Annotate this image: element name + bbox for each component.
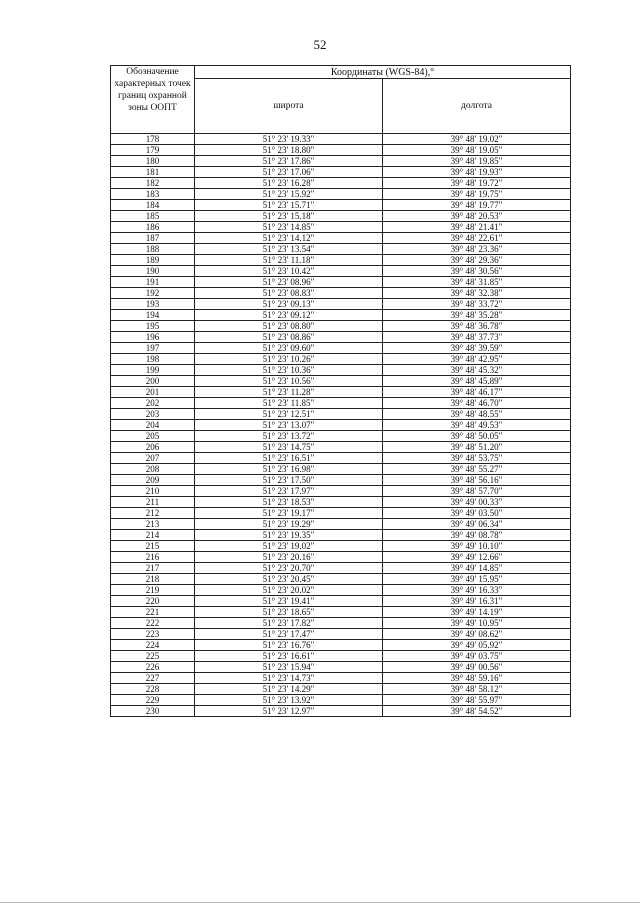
longitude-cell: 39° 48' 31.85" (383, 277, 571, 288)
longitude-cell: 39° 49' 15.95" (383, 574, 571, 585)
point-id-cell: 219 (111, 585, 195, 596)
table-row (111, 640, 571, 651)
point-id-cell: 193 (111, 299, 195, 310)
table-row (111, 134, 571, 145)
point-id-cell: 220 (111, 596, 195, 607)
longitude-cell: 39° 48' 55.97" (383, 695, 571, 706)
table-row (111, 343, 571, 354)
table-row (111, 365, 571, 376)
latitude-cell: 51° 23' 08.96" (195, 277, 383, 288)
table-body (111, 134, 571, 717)
latitude-cell: 51° 23' 12.97" (195, 706, 383, 717)
table-row (111, 222, 571, 233)
point-id-cell: 225 (111, 651, 195, 662)
latitude-cell: 51° 23' 13.92" (195, 695, 383, 706)
point-id-cell: 182 (111, 178, 195, 189)
latitude-header: широта (195, 79, 383, 134)
latitude-cell: 51° 23' 15.94" (195, 662, 383, 673)
point-id-cell: 178 (111, 134, 195, 145)
latitude-cell: 51° 23' 20.16" (195, 552, 383, 563)
point-id-cell: 190 (111, 266, 195, 277)
latitude-cell: 51° 23' 18.65" (195, 607, 383, 618)
longitude-cell: 39° 48' 49.53" (383, 420, 571, 431)
point-id-cell: 224 (111, 640, 195, 651)
latitude-cell: 51° 23' 13.72" (195, 431, 383, 442)
point-id-cell: 213 (111, 519, 195, 530)
latitude-cell: 51° 23' 16.61" (195, 651, 383, 662)
longitude-cell: 39° 49' 12.66" (383, 552, 571, 563)
latitude-cell: 51° 23' 16.76" (195, 640, 383, 651)
table-row (111, 618, 571, 629)
point-id-cell: 217 (111, 563, 195, 574)
longitude-cell: 39° 49' 06.34" (383, 519, 571, 530)
longitude-cell: 39° 48' 19.77" (383, 200, 571, 211)
point-id-cell: 195 (111, 321, 195, 332)
latitude-cell: 51° 23' 11.18" (195, 255, 383, 266)
table-row (111, 706, 571, 717)
longitude-header: долгота (383, 79, 571, 134)
latitude-cell: 51° 23' 10.56" (195, 376, 383, 387)
table-row (111, 585, 571, 596)
longitude-cell: 39° 48' 37.73" (383, 332, 571, 343)
latitude-cell: 51° 23' 08.80" (195, 321, 383, 332)
table-row (111, 178, 571, 189)
longitude-cell: 39° 48' 46.70" (383, 398, 571, 409)
point-id-cell: 223 (111, 629, 195, 640)
point-designation-header: Обозначение характерных точек границ охранной зоны ООПТ (111, 66, 195, 134)
longitude-cell: 39° 49' 14.19" (383, 607, 571, 618)
point-id-cell: 194 (111, 310, 195, 321)
table-row (111, 156, 571, 167)
point-id-cell: 211 (111, 497, 195, 508)
point-id-cell: 227 (111, 673, 195, 684)
latitude-cell: 51° 23' 15.18" (195, 211, 383, 222)
latitude-cell: 51° 23' 20.02" (195, 585, 383, 596)
longitude-cell: 39° 48' 50.05" (383, 431, 571, 442)
longitude-cell: 39° 48' 19.75" (383, 189, 571, 200)
point-id-cell: 230 (111, 706, 195, 717)
longitude-cell: 39° 48' 53.75" (383, 453, 571, 464)
point-id-cell: 228 (111, 684, 195, 695)
table-row (111, 519, 571, 530)
point-id-cell: 200 (111, 376, 195, 387)
table-row (111, 508, 571, 519)
longitude-cell: 39° 48' 21.41" (383, 222, 571, 233)
latitude-cell: 51° 23' 11.85" (195, 398, 383, 409)
page-bottom-edge (0, 902, 640, 903)
table-row (111, 310, 571, 321)
point-id-cell: 181 (111, 167, 195, 178)
table-row (111, 277, 571, 288)
longitude-cell: 39° 48' 39.59" (383, 343, 571, 354)
latitude-cell: 51° 23' 19.29" (195, 519, 383, 530)
table-row (111, 354, 571, 365)
table-row (111, 200, 571, 211)
table-row (111, 376, 571, 387)
latitude-cell: 51° 23' 17.47" (195, 629, 383, 640)
latitude-cell: 51° 23' 13.54" (195, 244, 383, 255)
longitude-cell: 39° 48' 22.61" (383, 233, 571, 244)
longitude-cell: 39° 49' 08.62" (383, 629, 571, 640)
point-id-cell: 209 (111, 475, 195, 486)
longitude-cell: 39° 49' 00.56" (383, 662, 571, 673)
longitude-cell: 39° 49' 16.33" (383, 585, 571, 596)
table-row (111, 211, 571, 222)
table-row (111, 651, 571, 662)
coordinates-header: Координаты (WGS-84),° (195, 66, 571, 79)
latitude-cell: 51° 23' 09.12" (195, 310, 383, 321)
point-id-cell: 201 (111, 387, 195, 398)
latitude-cell: 51° 23' 08.86" (195, 332, 383, 343)
point-id-cell: 187 (111, 233, 195, 244)
table-row (111, 145, 571, 156)
point-id-cell: 196 (111, 332, 195, 343)
page-number: 52 (313, 37, 327, 52)
latitude-cell: 51° 23' 17.97" (195, 486, 383, 497)
latitude-cell: 51° 23' 14.85" (195, 222, 383, 233)
latitude-cell: 51° 23' 14.73" (195, 673, 383, 684)
longitude-cell: 39° 49' 05.92" (383, 640, 571, 651)
longitude-cell: 39° 48' 54.52" (383, 706, 571, 717)
longitude-cell: 39° 48' 19.93" (383, 167, 571, 178)
latitude-cell: 51° 23' 14.29" (195, 684, 383, 695)
latitude-cell: 51° 23' 17.50" (195, 475, 383, 486)
table-row (111, 574, 571, 585)
point-id-cell: 189 (111, 255, 195, 266)
table-row (111, 332, 571, 343)
longitude-cell: 39° 48' 48.55" (383, 409, 571, 420)
latitude-cell: 51° 23' 18.53" (195, 497, 383, 508)
point-id-cell: 214 (111, 530, 195, 541)
point-id-cell: 206 (111, 442, 195, 453)
longitude-cell: 39° 48' 30.56" (383, 266, 571, 277)
point-id-cell: 183 (111, 189, 195, 200)
point-id-cell: 210 (111, 486, 195, 497)
table-row (111, 453, 571, 464)
table-row (111, 475, 571, 486)
longitude-cell: 39° 48' 58.12" (383, 684, 571, 695)
table-row (111, 486, 571, 497)
table-row (111, 684, 571, 695)
latitude-cell: 51° 23' 17.06" (195, 167, 383, 178)
longitude-cell: 39° 48' 20.53" (383, 211, 571, 222)
latitude-cell: 51° 23' 17.82" (195, 618, 383, 629)
longitude-cell: 39° 48' 56.16" (383, 475, 571, 486)
point-id-cell: 207 (111, 453, 195, 464)
point-id-cell: 203 (111, 409, 195, 420)
table-row (111, 398, 571, 409)
latitude-cell: 51° 23' 15.71" (195, 200, 383, 211)
longitude-cell: 39° 48' 55.27" (383, 464, 571, 475)
table-row (111, 673, 571, 684)
longitude-cell: 39° 48' 51.20" (383, 442, 571, 453)
latitude-cell: 51° 23' 11.28" (195, 387, 383, 398)
longitude-cell: 39° 48' 35.28" (383, 310, 571, 321)
latitude-cell: 51° 23' 16.28" (195, 178, 383, 189)
table-row (111, 607, 571, 618)
longitude-cell: 39° 49' 10.10" (383, 541, 571, 552)
point-id-cell: 198 (111, 354, 195, 365)
table-row (111, 266, 571, 277)
table-row (111, 321, 571, 332)
longitude-cell: 39° 49' 16.31" (383, 596, 571, 607)
latitude-cell: 51° 23' 19.35" (195, 530, 383, 541)
point-id-cell: 218 (111, 574, 195, 585)
longitude-cell: 39° 48' 32.38" (383, 288, 571, 299)
latitude-cell: 51° 23' 17.86" (195, 156, 383, 167)
longitude-cell: 39° 48' 33.72" (383, 299, 571, 310)
latitude-cell: 51° 23' 18.80" (195, 145, 383, 156)
longitude-cell: 39° 48' 19.02" (383, 134, 571, 145)
point-id-cell: 202 (111, 398, 195, 409)
longitude-cell: 39° 48' 57.70" (383, 486, 571, 497)
table-row (111, 552, 571, 563)
latitude-cell: 51° 23' 15.92" (195, 189, 383, 200)
coordinates-table (110, 65, 571, 717)
longitude-cell: 39° 48' 46.17" (383, 387, 571, 398)
latitude-cell: 51° 23' 14.12" (195, 233, 383, 244)
longitude-cell: 39° 48' 23.36" (383, 244, 571, 255)
point-id-cell: 229 (111, 695, 195, 706)
latitude-cell: 51° 23' 16.51" (195, 453, 383, 464)
longitude-cell: 39° 49' 08.78" (383, 530, 571, 541)
table-row (111, 299, 571, 310)
point-id-cell: 184 (111, 200, 195, 211)
point-id-cell: 180 (111, 156, 195, 167)
longitude-cell: 39° 48' 19.05" (383, 145, 571, 156)
point-id-cell: 204 (111, 420, 195, 431)
longitude-cell: 39° 48' 45.32" (383, 365, 571, 376)
latitude-cell: 51° 23' 20.70" (195, 563, 383, 574)
table-row (111, 563, 571, 574)
latitude-cell: 51° 23' 12.51" (195, 409, 383, 420)
longitude-cell: 39° 49' 10.95" (383, 618, 571, 629)
latitude-cell: 51° 23' 20.45" (195, 574, 383, 585)
point-id-cell: 212 (111, 508, 195, 519)
point-id-cell: 179 (111, 145, 195, 156)
point-id-cell: 208 (111, 464, 195, 475)
latitude-cell: 51° 23' 16.98" (195, 464, 383, 475)
longitude-cell: 39° 49' 00.33" (383, 497, 571, 508)
table-row (111, 288, 571, 299)
longitude-cell: 39° 49' 14.85" (383, 563, 571, 574)
table-row (111, 497, 571, 508)
point-id-cell: 186 (111, 222, 195, 233)
latitude-cell: 51° 23' 14.75" (195, 442, 383, 453)
latitude-cell: 51° 23' 19.41" (195, 596, 383, 607)
longitude-cell: 39° 48' 45.89" (383, 376, 571, 387)
latitude-cell: 51° 23' 09.60" (195, 343, 383, 354)
table-row (111, 541, 571, 552)
point-id-cell: 205 (111, 431, 195, 442)
table-row (111, 442, 571, 453)
table-row (111, 409, 571, 420)
longitude-cell: 39° 49' 03.75" (383, 651, 571, 662)
point-id-cell: 188 (111, 244, 195, 255)
latitude-cell: 51° 23' 09.13" (195, 299, 383, 310)
longitude-cell: 39° 49' 03.50" (383, 508, 571, 519)
table-row (111, 387, 571, 398)
longitude-cell: 39° 48' 42.95" (383, 354, 571, 365)
table-row (111, 431, 571, 442)
latitude-cell: 51° 23' 19.02" (195, 541, 383, 552)
longitude-cell: 39° 48' 36.78" (383, 321, 571, 332)
table-row (111, 189, 571, 200)
longitude-cell: 39° 48' 29.36" (383, 255, 571, 266)
point-id-cell: 216 (111, 552, 195, 563)
latitude-cell: 51° 23' 08.83" (195, 288, 383, 299)
latitude-cell: 51° 23' 10.26" (195, 354, 383, 365)
point-id-cell: 222 (111, 618, 195, 629)
table-row (111, 464, 571, 475)
latitude-cell: 51° 23' 13.07" (195, 420, 383, 431)
table-row (111, 255, 571, 266)
table-row (111, 530, 571, 541)
table-row (111, 662, 571, 673)
longitude-cell: 39° 48' 19.72" (383, 178, 571, 189)
latitude-cell: 51° 23' 10.36" (195, 365, 383, 376)
table-row (111, 596, 571, 607)
table-row (111, 629, 571, 640)
longitude-cell: 39° 48' 19.85" (383, 156, 571, 167)
point-id-cell: 191 (111, 277, 195, 288)
point-id-cell: 192 (111, 288, 195, 299)
table-row (111, 167, 571, 178)
point-id-cell: 185 (111, 211, 195, 222)
point-id-cell: 226 (111, 662, 195, 673)
point-id-cell: 197 (111, 343, 195, 354)
table-row (111, 420, 571, 431)
latitude-cell: 51° 23' 19.17" (195, 508, 383, 519)
point-id-cell: 199 (111, 365, 195, 376)
point-id-cell: 221 (111, 607, 195, 618)
table-row (111, 233, 571, 244)
latitude-cell: 51° 23' 19.33" (195, 134, 383, 145)
point-id-cell: 215 (111, 541, 195, 552)
table-row (111, 244, 571, 255)
latitude-cell: 51° 23' 10.42" (195, 266, 383, 277)
longitude-cell: 39° 48' 59.16" (383, 673, 571, 684)
table-row (111, 695, 571, 706)
